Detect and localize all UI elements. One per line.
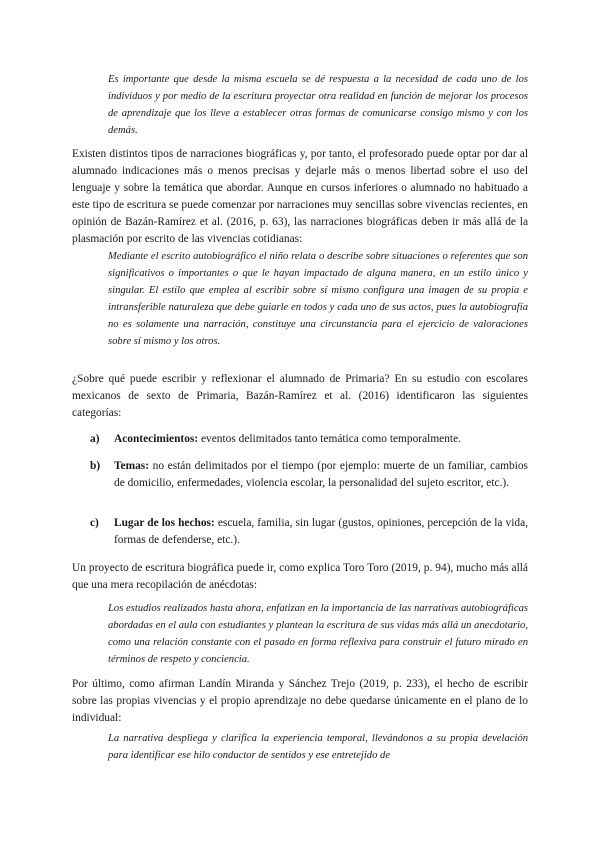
list-marker: c) — [90, 517, 99, 529]
list-text: escuela, familia, sin lugar (gustos, opiniones, percepción de la vida, formas de defenderse, etc.). — [114, 517, 529, 546]
list-marker: a) — [90, 433, 100, 445]
block-quote: La narrativa despliega y clarifica la experiencia temporal, llevándonos a su propia develación para identificar ese hilo conductor de sentidos y ese entretejido de — [108, 733, 528, 761]
list-item — [90, 515, 528, 549]
list-term: Acontecimientos: — [114, 433, 199, 445]
block-quote: Los estudios realizados hasta ahora, enfatizan en la importancia de las narrativas autobiográficas abordadas en el aula con estudiantes y plantean la escritura de sus vidas más allá un anecdotario, como una relación constante con el pasado en forma reflexiva para construir el futuro mirado en términos de respeto y conciencia. — [108, 603, 528, 665]
paragraph: ¿Sobre qué puede escribir y reflexionar el alumnado de Primaria? En su estudio con escolares mexicanos de sexto de Primaria, Bazán-Ramírez et al. (2016) identificaron las siguientes categorías: — [72, 373, 528, 419]
paragraph: Existen distintos tipos de narraciones biográficas y, por tanto, el profesorado puede optar por dar al alumnado indicaciones más o menos precisas y dejarle más o menos libertad sobre el uso del lenguaje y sobre la temática que abordar. Aunque en cursos inferiores o alumnado no habituado a este tipo de escritura se puede comenzar por narraciones muy sencillas sobre vivencias recientes, en opinión de Bazán-Ramírez et al. (2016, p. 63), las narraciones biográficas deben ir más allá de la plasmación por escrito de las vivencias cotidianas: — [72, 148, 528, 245]
paragraph: Por último, como afirman Landín Miranda y Sánchez Trejo (2019, p. 233), el hecho de escribir sobre las propias vivencias y el propio aprendizaje no debe quedarse únicamente en el plano de lo individual: — [72, 678, 528, 724]
list-item — [90, 458, 528, 492]
paragraph: Un proyecto de escritura biográfica puede ir, como explica Toro Toro (2019, p. 94), mucho más allá que una mera recopilación de anécdotas: — [72, 562, 528, 591]
list-item — [90, 431, 528, 448]
list-text: eventos delimitados tanto temática como temporalmente. — [198, 433, 461, 445]
block-quote: Mediante el escrito autobiográfico el niño relata o describe sobre situaciones o referentes que son significativos o importantes o que le hayan impactado de alguna manera, en un estilo único y singular. El estilo que emplea al escribir sobre sí mismo configura una imagen de su propia e intransferible naturaleza que debe guiarle en todos y cada uno de sus actos, pues la autobiografía no es solamente una narración, constituye una circunstancia para el ejercicio de valoraciones sobre sí mismo y los otros. — [108, 251, 528, 347]
list-term: Lugar de los hechos: — [114, 517, 215, 529]
list-marker: b) — [90, 460, 101, 472]
list-term: Temas: — [114, 460, 150, 472]
list-text: no están delimitados por el tiempo (por ejemplo: muerte de un familiar, cambios de domicilio, enfermedades, violencia escolar, la personalidad del sujeto escritor, etc.). — [114, 460, 528, 489]
block-quote: Es importante que desde la misma escuela se dé respuesta a la necesidad de cada uno de los individuos y por medio de la escritura proyectar otra realidad en función de mejorar los procesos de aprendizaje que los lleve a establecer otras formas de comunicarse consigo mismo y con los demás. — [108, 74, 528, 136]
